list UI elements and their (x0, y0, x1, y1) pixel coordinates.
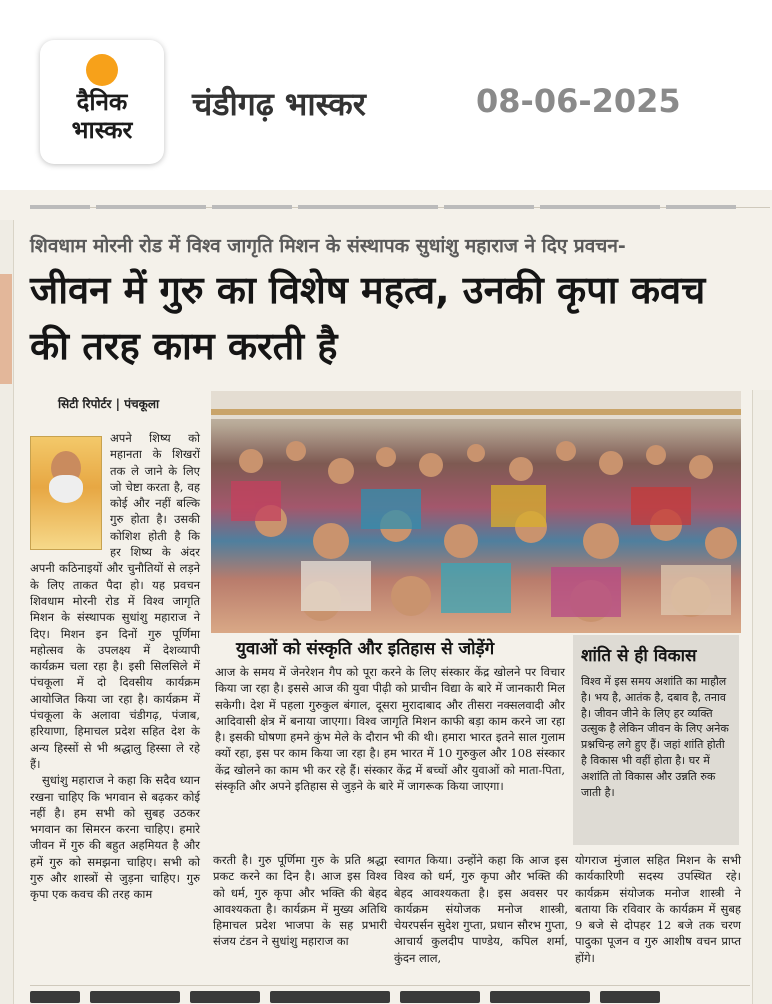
subheading-peace-development: शांति से ही विकास (581, 646, 697, 666)
adjacent-photo-fragment (0, 274, 12, 384)
paragraph: अपने शिष्य को महानता के शिखरों तक ले जाने के लिए जो चेष्टा करता है, वह कोई और नहीं बल्कि गुरु होता है। उसकी कोशिश होती है कि हर शिष्य के अंदर अपनी कठिनाइयों और चुनौतियों से लड़ने के लिए ताकत पैदा हो। यह प्रवचन शिवधाम मोरनी रोड में विश्व जागृति मिशन के संस्थापक सुधांशु महाराज ने दिए। मिशन इन दिनों गुरु पूर्णिमा महोत्सव के उपलक्ष्य में देशव्यापी कार्यक्रम चला रहा है। इसी सिलसिले में पंचकूला में दो दिवसीय कार्यक्रम आयोजित किया जा रहा है। कार्यक्रम में पंचकूला के अलावा चंडीगढ़, पंजाब, हरियाणा, हिमाचल प्रदेश सहित देश के अन्य हिस्सों से भी श्रद्धालु हिस्सा ले रहे हैं। (30, 431, 200, 771)
edition-date: 08-06-2025 (476, 82, 681, 120)
article-kicker: शिवधाम मोरनी रोड में विश्व जागृति मिशन के संस्थापक सुधांशु महाराज ने दिए प्रवचन- (30, 235, 626, 257)
sudhanshu-maharaj-photo (30, 436, 102, 550)
article-column-bottom-1 (213, 852, 387, 950)
paragraph: विश्व में इस समय अशांति का माहौल है। भय है, आतंक है, दबाव है, तनाव है। जीवन जीने के लिए हर व्यक्ति उत्सुक है लेकिन जीवन के लिए अनेक प्रश्नचिन्ह लगे हुए हैं। जहां शांति होती है विकास भी वहीं होता है। घर में अशांति तो विकास और उन्नति रुक जाती है। (581, 675, 729, 799)
article-byline: सिटी रिपोर्टर | पंचकूला (58, 397, 160, 411)
adjacent-article-right-fragment (752, 390, 772, 1004)
adjacent-article-left-fragment (0, 220, 14, 1004)
subheading-youth-culture: युवाओं को संस्कृति और इतिहास से जोड़ेंगे (236, 639, 495, 659)
next-article-headline-fragment (30, 985, 750, 1004)
paragraph: योगराज मुंजाल सहित मिशन के सभी कार्यकारिणी सदस्य उपस्थित रहे। कार्यक्रम संयोजक मनोज शास्त्री ने बताया कि रविवार के कार्यक्रम में सुबह 9 बजे से दोपहर 12 बजे तक चरण पादुका पूजन व गुरु आशीष वचन प्राप्त होंगे। (575, 853, 741, 965)
paragraph: करती है। गुरु पूर्णिमा गुरु के प्रति श्रद्धा प्रकट करने का दिन है। आज इस विश्व को धर्म, गुरु कृपा और भक्ति की बेहद आवश्यकता है। कार्यक्रम में मुख्य अतिथि हिमाचल प्रदेश भाजपा के सह प्रभारी संजय टंडन ने सुधांशु महाराज का (213, 853, 387, 949)
paragraph: सुधांशु महाराज ने कहा कि सदैव ध्यान रखना चाहिए कि भगवान से बढ़कर कोई नहीं है। हम सभी को सुबह उठकर भगवान का सिमरन करना चाहिए। हमारे जीवन में गुरु की बहुत अहमियत है और हमें गुरु को समझना चाहिए। सभी को गुरु और शास्त्रों से जुड़ना चाहिए। गुरु कृपा एक कवच की तरह काम (30, 773, 200, 902)
article-column-middle (215, 664, 565, 794)
article-column-left (30, 430, 200, 903)
app-header (0, 0, 772, 190)
paragraph: आज के समय में जेनरेशन गैप को पूरा करने के लिए संस्कार केंद्र खोलने पर विचार किया जा रहा है। इससे आज की युवा पीढ़ी को प्राचीन विद्या के बारे में जानकारी मिल सकेगी। देश में पहला गुरुकुल बंगाल, दूसरा मुरादाबाद और तीसरा नक्सलवादी और आदिवासी क्षेत्र में बनाया जाएगा। विश्व जागृति मिशन काफी बड़ा काम करने जा रहा है। इसकी घोषणा हमने कुंभ मेले के दौरान भी की थी। हमारा भारत इतने साल गुलाम क्यों रहा, इस पर काम किया जा रहा है। हम भारत में 10 गुरुकुल और 108 संस्कार केंद्र खोलने का काम भी कर रहे हैं। संस्कार केंद्र में बच्चों और युवाओं को माता-पिता, संस्कृति और अपने इतिहास से जुड़ने के बारे में जागरूक किया जाएगा। (215, 665, 565, 794)
cut-top-strip (30, 194, 770, 208)
dainik-bhaskar-logo (40, 40, 164, 164)
sidebar-box-peace (573, 635, 739, 845)
logo-text-line1: दैनिक (76, 88, 128, 116)
article-column-bottom-3 (575, 852, 741, 966)
devotees-crowd-photo (211, 391, 741, 633)
newspaper-clipping (0, 190, 772, 1004)
article-column-bottom-2 (394, 852, 568, 966)
logo-text-line2: भास्कर (71, 116, 133, 144)
edition-title: चंडीगढ़ भास्कर (192, 85, 366, 123)
sun-icon (86, 54, 118, 86)
article-headline: जीवन में गुरु का विशेष महत्व, उनकी कृपा कवच की तरह काम करती है (30, 268, 706, 368)
paragraph: स्वागत किया। उन्होंने कहा कि आज इस विश्व को धर्म, गुरु कृपा और भक्ति की बेहद आवश्यकता है। इस अवसर पर कार्यक्रम संयोजक मनोज शास्त्री, चेयरपर्सन सुदेश गुप्ता, प्रधान सौरभ गुप्ता, आचार्य कुलदीप पाण्डेय, कपिल शर्मा, कुंदन लाल, (394, 853, 568, 965)
